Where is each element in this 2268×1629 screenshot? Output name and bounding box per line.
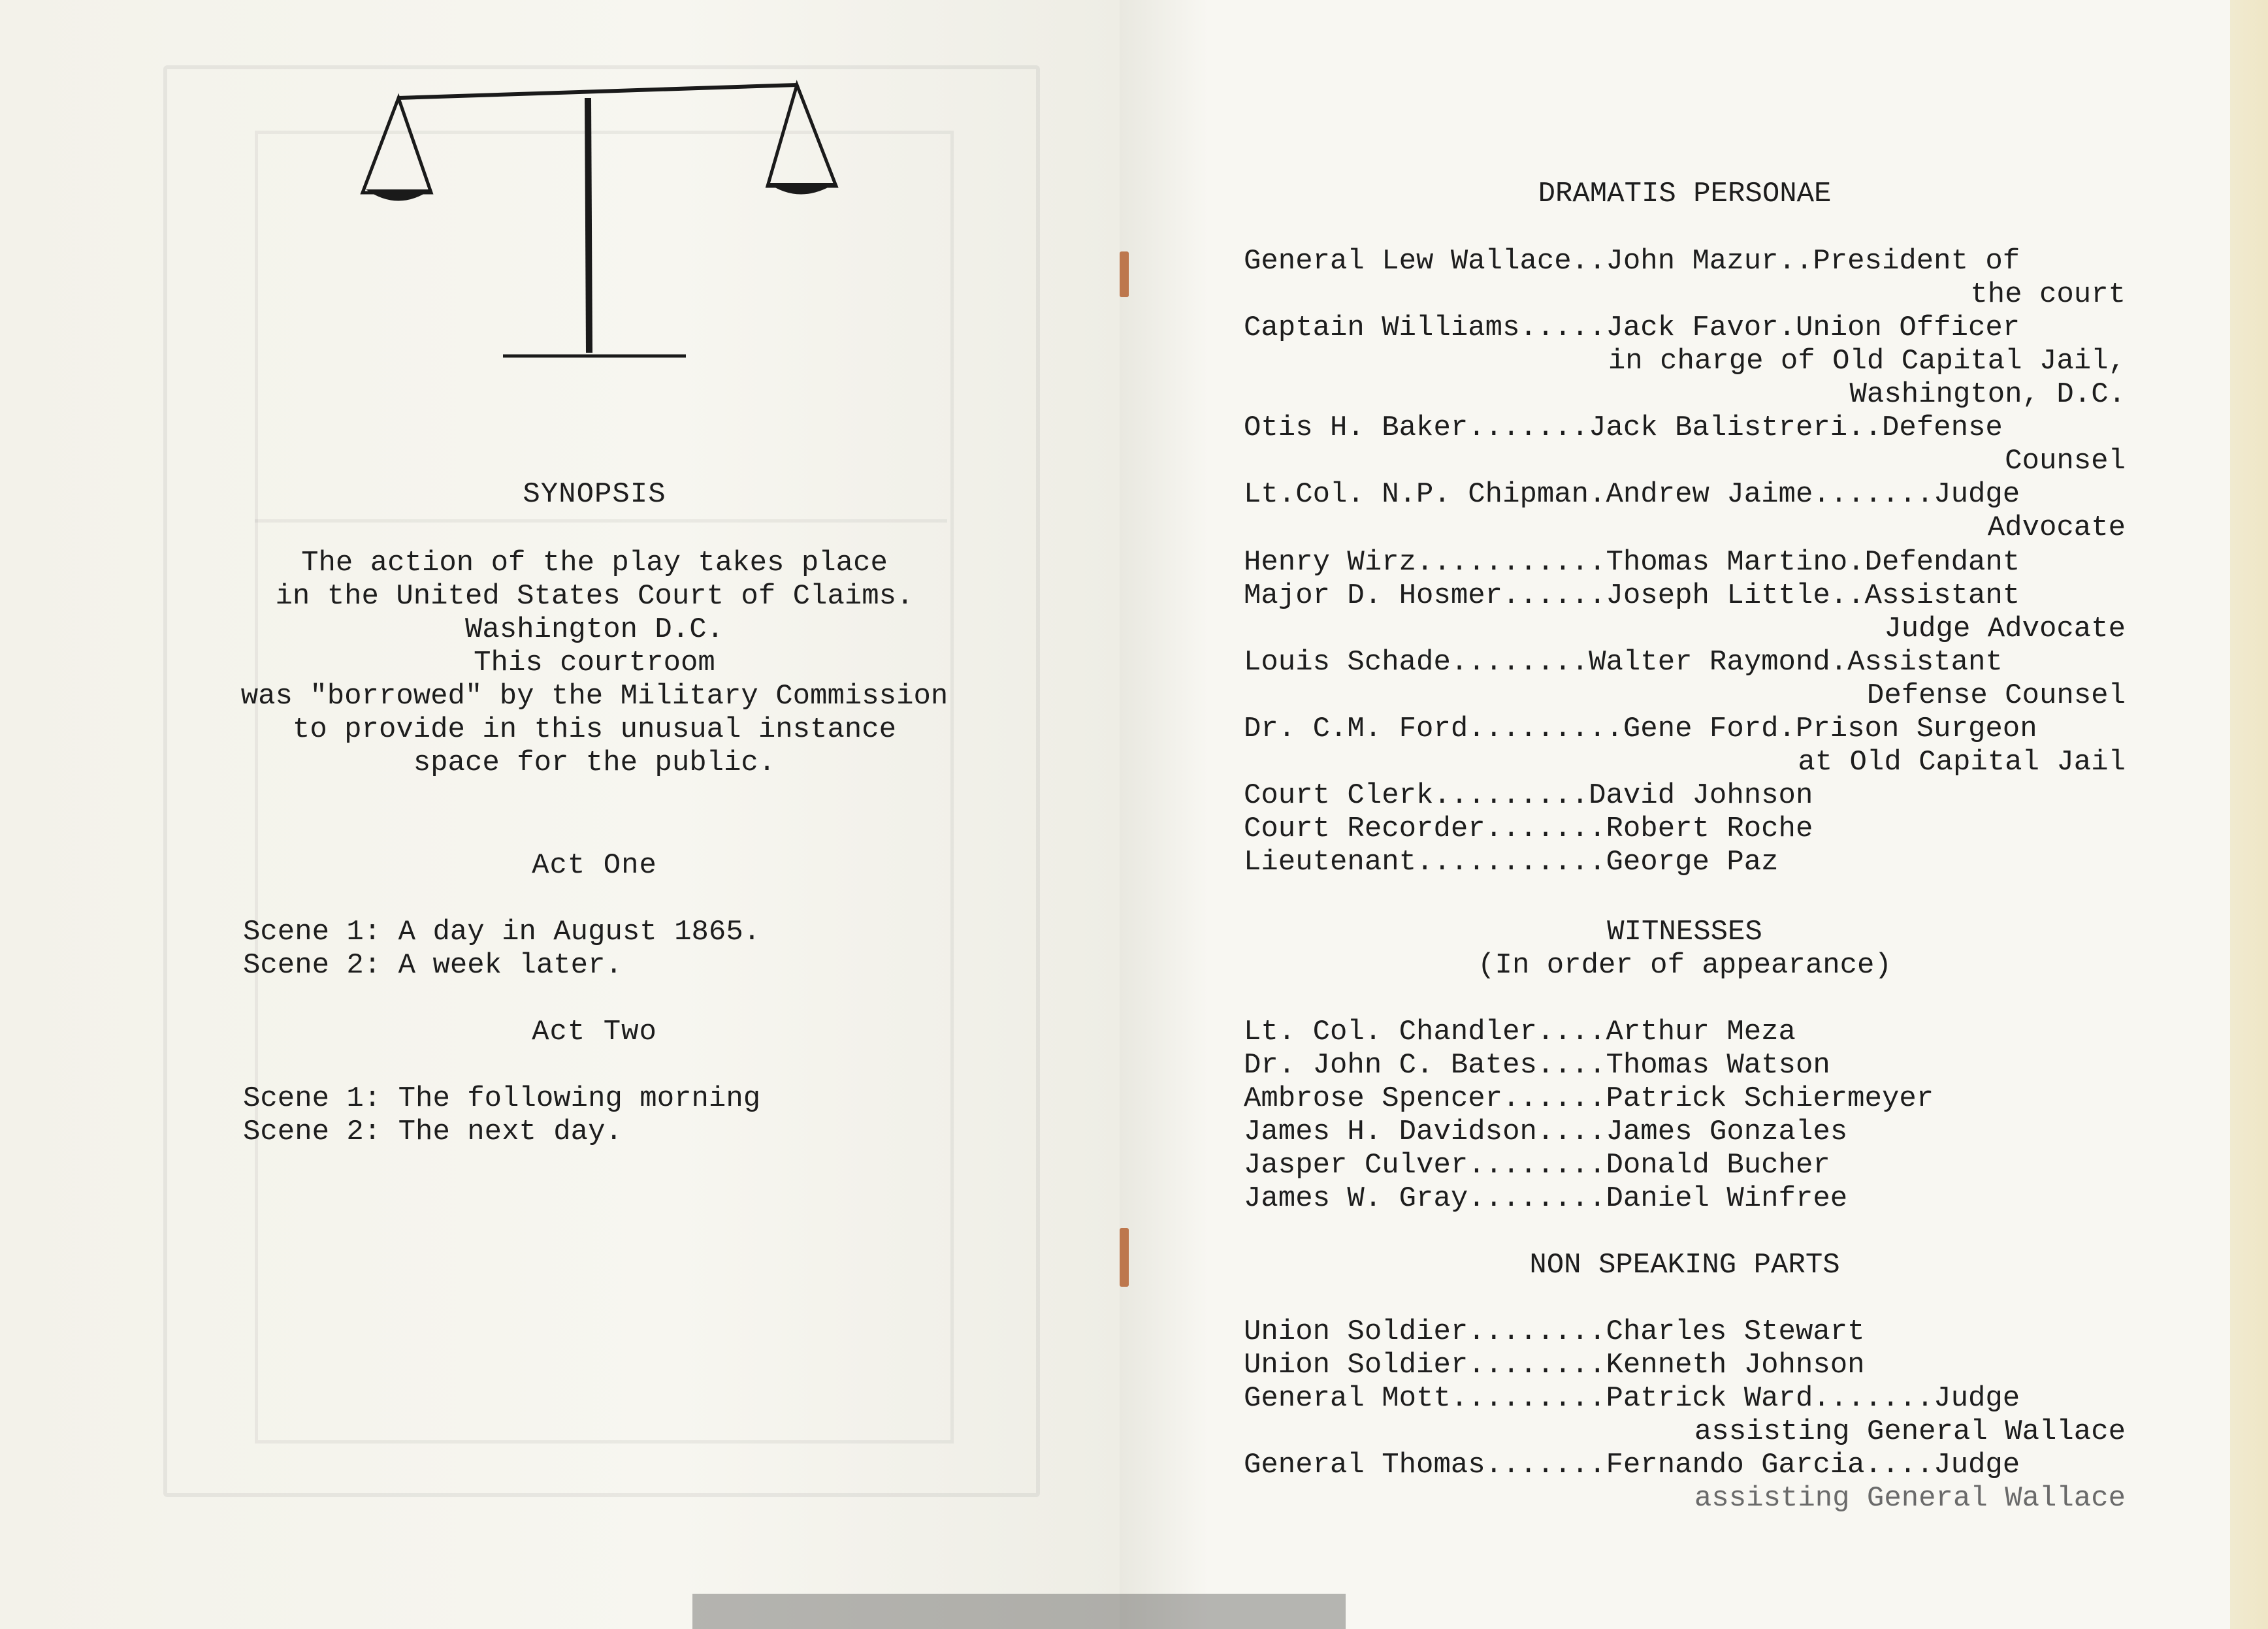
cast-line: in charge of Old Capital Jail, (1608, 345, 2126, 378)
scene-line: Scene 1: A day in August 1865. (243, 916, 761, 948)
cast-line: Dr. C.M. Ford.........Gene Ford.Prison Surgeon (1244, 713, 2037, 745)
show-through-divider (255, 519, 947, 523)
synopsis-line: to provide in this unusual instance (292, 713, 897, 746)
cast-line: Lieutenant...........George Paz (1244, 846, 1779, 879)
scene-line: Scene 2: The next day. (243, 1116, 623, 1148)
non-speaking-line: General Mott.........Patrick Ward.......Judge (1244, 1382, 2020, 1415)
scales-of-justice-icon (340, 78, 862, 379)
dramatis-personae-title: DRAMATIS PERSONAE (1538, 178, 1832, 210)
synopsis-line: was "borrowed" by the Military Commission (240, 680, 948, 713)
cast-line: Washington, D.C. (1849, 378, 2126, 411)
non-speaking-line: General Thomas.......Fernando Garcia....Judge (1244, 1449, 2020, 1481)
cast-line: Court Clerk.........David Johnson (1244, 779, 1813, 812)
scene-line: Scene 1: The following morning (243, 1082, 761, 1115)
act-one-scenes (243, 916, 760, 982)
synopsis-line: space for the public. (413, 747, 776, 779)
cast-line: Advocate (1987, 511, 2126, 544)
non-speaking-parts-title: NON SPEAKING PARTS (1529, 1249, 1840, 1282)
cast-line: the court (1970, 278, 2126, 311)
cast-line: at Old Capital Jail (1798, 746, 2126, 779)
synopsis-title: SYNOPSIS (523, 478, 666, 511)
witness-line: James W. Gray........Daniel Winfree (1244, 1182, 1848, 1215)
left-page (0, 0, 1120, 1629)
staple-rust-bottom (1120, 1228, 1129, 1287)
witness-line: Dr. John C. Bates....Thomas Watson (1244, 1049, 1830, 1082)
cast-line: General Lew Wallace..John Mazur..President of (1244, 245, 2020, 278)
synopsis-line: The action of the play takes place (301, 547, 888, 579)
cast-line: Court Recorder.......Robert Roche (1244, 813, 1813, 845)
synopsis-line: in the United States Court of Claims. (275, 580, 914, 613)
non-speaking-line: assisting General Wallace (1694, 1482, 2126, 1515)
witnesses-subtitle: (In order of appearance) (1478, 949, 1892, 982)
cast-line: Louis Schade........Walter Raymond.Assistant (1244, 646, 2003, 679)
cast-line: Major D. Hosmer......Joseph Little..Assistant (1244, 579, 2020, 612)
synopsis-body (183, 547, 1006, 780)
act-one-title: Act One (532, 849, 657, 882)
cast-line: Lt.Col. N.P. Chipman.Andrew Jaime.......Judge (1244, 478, 2020, 511)
witness-line: Lt. Col. Chandler....Arthur Meza (1244, 1016, 1796, 1048)
act-two-title: Act Two (532, 1016, 657, 1048)
cast-line: Henry Wirz...........Thomas Martino.Defendant (1244, 546, 2020, 579)
act-two-scenes (243, 1082, 760, 1149)
witness-line: James H. Davidson....James Gonzales (1244, 1116, 1848, 1148)
non-speaking-line: Union Soldier........Charles Stewart (1244, 1315, 1865, 1348)
binding-shadow (692, 1594, 1346, 1629)
witness-line: Jasper Culver........Donald Bucher (1244, 1149, 1830, 1182)
scene-line: Scene 2: A week later. (243, 949, 623, 982)
staple-rust-top (1120, 251, 1129, 297)
cast-line: Captain Williams.....Jack Favor.Union Officer (1244, 312, 2020, 344)
cast-line: Judge Advocate (1884, 613, 2126, 645)
witnesses-title: WITNESSES (1607, 916, 1762, 948)
non-speaking-line: assisting General Wallace (1694, 1415, 2126, 1448)
cast-line: Otis H. Baker.......Jack Balistreri..Defense (1244, 411, 2003, 444)
cast-line: Counsel (2005, 445, 2126, 477)
paper-edge (2230, 0, 2268, 1629)
cast-line: Defense Counsel (1866, 679, 2126, 712)
non-speaking-line: Union Soldier........Kenneth Johnson (1244, 1349, 1865, 1381)
witness-line: Ambrose Spencer......Patrick Schiermeyer (1244, 1082, 1934, 1115)
synopsis-line: Washington D.C. (464, 613, 724, 646)
synopsis-line: This courtroom (474, 647, 715, 679)
